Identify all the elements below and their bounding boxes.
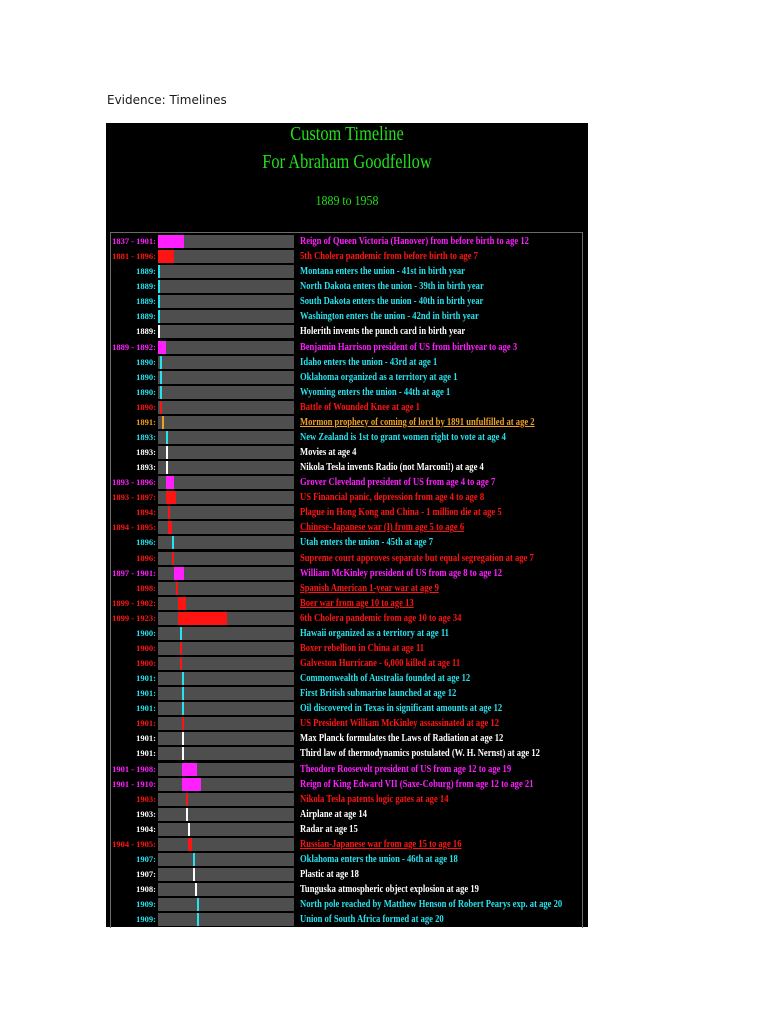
timeline-bar	[182, 747, 184, 760]
timeline-row-dates: 1881 - 1896:	[112, 251, 156, 262]
timeline-track	[158, 823, 294, 836]
timeline-bar	[188, 823, 190, 836]
timeline-row	[106, 400, 588, 415]
timeline-row-label: Oklahoma enters the union - 46th at age 18	[300, 852, 458, 865]
timeline-row-label: Movies at age 4	[300, 446, 357, 458]
timeline-row	[106, 777, 588, 792]
timeline-row	[106, 822, 588, 837]
timeline-row-label: Reign of Queen Victoria (Hanover) from before birth to age 12	[300, 235, 529, 247]
timeline-row-label: Airplane at age 14	[300, 807, 367, 820]
timeline-row-dates: 1893:	[136, 462, 156, 473]
timeline-row-label: Nikola Tesla invents Radio (not Marconi!) at age 4	[300, 461, 484, 474]
timeline-bar	[160, 356, 162, 369]
timeline-track	[158, 672, 294, 685]
timeline-row-label: Plague in Hong Kong and China - 1 million die at age 5	[300, 506, 502, 519]
timeline-track	[158, 506, 294, 519]
timeline-row	[106, 792, 588, 807]
timeline-row-label: Chinese-Japanese war (I) from age 5 to age 6	[300, 521, 465, 534]
timeline-bar	[178, 597, 186, 610]
timeline-row-dates: 1889:	[136, 311, 156, 322]
timeline-row-label: Oil discovered in Texas in significant amounts at age 12	[300, 702, 503, 715]
timeline-row	[106, 309, 588, 324]
timeline-row-label: Grover Cleveland president of US from age 4 to age 7	[300, 476, 496, 489]
timeline-bar	[180, 642, 182, 655]
timeline-track	[158, 717, 294, 730]
timeline-row	[106, 294, 588, 309]
timeline-row-dates: 1894:	[136, 507, 156, 518]
timeline-row-dates: 1904 - 1905:	[112, 838, 156, 849]
timeline-track	[158, 386, 294, 399]
timeline-bar	[193, 868, 195, 881]
timeline-row	[106, 490, 588, 505]
timeline-track	[158, 702, 294, 715]
timeline-track	[158, 763, 294, 776]
timeline-bar	[182, 672, 184, 685]
timeline-bar	[186, 793, 188, 806]
timeline-row-label: Tunguska atmospheric object explosion at age 19	[300, 883, 479, 895]
timeline-row-dates: 1907:	[136, 853, 156, 864]
timeline-row-label: Benjamin Harrison president of US from birthyear to age 3	[300, 340, 518, 353]
timeline-row	[106, 551, 588, 566]
timeline-track	[158, 401, 294, 414]
timeline-row-label: 6th Cholera pandemic from age 10 to age 34	[300, 611, 462, 624]
timeline-row-label: 5th Cholera pandemic from before birth to age 7	[300, 250, 478, 263]
timeline-row	[106, 355, 588, 370]
timeline-row-dates: 1909:	[136, 899, 156, 910]
timeline-row	[106, 370, 588, 385]
timeline-track	[158, 325, 294, 338]
timeline-row-dates: 1901:	[136, 688, 156, 699]
timeline-track	[158, 265, 294, 278]
timeline-row	[106, 656, 588, 671]
timeline-row-label: Reign of King Edward VII (Saxe-Coburg) from age 12 to age 21	[300, 777, 534, 790]
timeline-row-dates: 1898:	[136, 582, 156, 593]
timeline-row-label: Oklahoma organized as a territory at age 1	[300, 370, 458, 383]
timeline-track	[158, 416, 294, 429]
timeline-bar	[182, 702, 184, 715]
timeline-row-dates: 1889:	[136, 326, 156, 337]
timeline-track	[158, 808, 294, 821]
timeline-track	[158, 883, 294, 896]
timeline-row	[106, 641, 588, 656]
timeline-bar	[160, 371, 162, 384]
timeline-track	[158, 642, 294, 655]
timeline-bar	[195, 883, 197, 896]
timeline-track	[158, 898, 294, 911]
timeline-row-dates: 1901:	[136, 673, 156, 683]
timeline-row-dates: 1889:	[136, 296, 156, 307]
timeline-track	[158, 295, 294, 308]
timeline-row-label: Russian-Japanese war from age 15 to age 16	[300, 837, 462, 850]
timeline-track	[158, 521, 294, 534]
timeline-track	[158, 627, 294, 640]
timeline-track	[158, 913, 294, 926]
page-heading: Evidence: Timelines	[107, 93, 227, 107]
timeline-row	[106, 535, 588, 550]
timeline-track	[158, 687, 294, 700]
timeline-row-dates: 1900:	[136, 627, 156, 638]
timeline-row-dates: 1893:	[136, 447, 156, 457]
timeline-bar	[176, 582, 178, 595]
timeline-row	[106, 279, 588, 294]
timeline-row	[106, 264, 588, 279]
timeline-bar	[168, 506, 170, 519]
timeline-bar	[158, 341, 166, 354]
timeline-row-dates: 1894 - 1895:	[112, 522, 156, 533]
timeline-row-dates: 1897 - 1901:	[112, 567, 156, 578]
timeline-row	[106, 234, 588, 249]
timeline-track	[158, 657, 294, 670]
timeline-row	[106, 701, 588, 716]
timeline-row-label: Commonwealth of Australia founded at age 12	[300, 672, 471, 684]
timeline-row-dates: 1890:	[136, 356, 156, 367]
timeline-row-dates: 1893:	[136, 431, 156, 442]
timeline-row-dates: 1889:	[136, 281, 156, 292]
timeline-row-label: Spanish American 1-year war at age 9	[300, 581, 439, 594]
timeline-bar	[158, 280, 160, 293]
timeline-row	[106, 867, 588, 882]
timeline-row-label: US President William McKinley assassinated at age 12	[300, 717, 500, 730]
timeline-row-dates: 1901:	[136, 703, 156, 714]
timeline-row	[106, 249, 588, 264]
timeline-bar	[158, 310, 160, 323]
timeline-row-label: North pole reached by Matthew Henson of Robert Pearys exp. at age 20	[300, 898, 563, 911]
timeline-row	[106, 852, 588, 867]
timeline-row-dates: 1891:	[136, 416, 156, 427]
timeline-row-dates: 1837 - 1901:	[112, 236, 156, 246]
timeline-track	[158, 778, 294, 791]
timeline-row	[106, 611, 588, 626]
timeline-row	[106, 807, 588, 822]
timeline-row-dates: 1899 - 1923:	[112, 612, 156, 623]
timeline-track	[158, 371, 294, 384]
timeline-row-dates: 1900:	[136, 642, 156, 653]
timeline-bar	[168, 521, 172, 534]
timeline-row-label: Boxer rebellion in China at age 11	[300, 641, 425, 654]
timeline-track	[158, 356, 294, 369]
timeline-row-dates: 1896:	[136, 537, 156, 548]
timeline-track	[158, 612, 294, 625]
timeline-row	[106, 566, 588, 581]
timeline-row-label: Hawaii organized as a territory at age 11	[300, 626, 449, 639]
timeline-row	[106, 731, 588, 746]
timeline-track	[158, 597, 294, 610]
timeline-bar	[182, 778, 202, 791]
timeline-track	[158, 853, 294, 866]
timeline-track	[158, 280, 294, 293]
timeline-row-dates: 1904:	[136, 823, 156, 834]
timeline-bar	[186, 808, 188, 821]
timeline-bar	[166, 461, 168, 474]
timeline-row	[106, 505, 588, 520]
timeline-row-dates: 1901:	[136, 748, 156, 759]
timeline-bar	[166, 446, 168, 459]
timeline-bar	[162, 416, 164, 429]
timeline-row	[106, 340, 588, 355]
timeline-row-label: Union of South Africa formed at age 20	[300, 913, 444, 926]
timeline-row-dates: 1896:	[136, 552, 156, 563]
timeline-track	[158, 431, 294, 444]
timeline-bar	[166, 491, 176, 504]
timeline-bar	[193, 853, 195, 866]
timeline-row-dates: 1909:	[136, 914, 156, 925]
timeline-row-label: Battle of Wounded Knee at age 1	[300, 400, 420, 413]
timeline-row-label: Holerith invents the punch card in birth year	[300, 325, 466, 338]
timeline-row-label: Idaho enters the union - 43rd at age 1	[300, 355, 438, 368]
timeline-row	[106, 430, 588, 445]
timeline-bar	[158, 235, 184, 248]
timeline-row	[106, 671, 588, 686]
timeline-row-dates: 1907:	[136, 868, 156, 879]
timeline-row-label: Mormon prophecy of coming of lord by 1891 unfulfilled at age 2	[300, 415, 535, 428]
chart-year-range: 1889 to 1958	[315, 194, 379, 209]
timeline-bar	[158, 295, 160, 308]
timeline-row	[106, 385, 588, 400]
timeline-row	[106, 626, 588, 641]
timeline-track	[158, 567, 294, 580]
timeline-track	[158, 747, 294, 760]
timeline-row-label: US Financial panic, depression from age 4 to age 8	[300, 491, 485, 504]
timeline-row-dates: 1901 - 1910:	[112, 778, 156, 789]
timeline-bar	[172, 536, 174, 549]
chart-subtitle: For Abraham Goodfellow	[262, 151, 432, 173]
timeline-row-dates: 1889 - 1892:	[112, 341, 156, 352]
timeline-bar	[178, 612, 227, 625]
timeline-bar	[174, 567, 184, 580]
timeline-bar	[166, 476, 174, 489]
timeline-row	[106, 581, 588, 596]
timeline-row-dates: 1893 - 1896:	[112, 477, 156, 488]
timeline-row-dates: 1901 - 1908:	[112, 763, 156, 774]
timeline-row	[106, 716, 588, 731]
timeline-bar	[160, 386, 162, 399]
timeline-bar	[188, 838, 192, 851]
timeline-bar	[182, 717, 184, 730]
timeline-row-label: Boer war from age 10 to age 13	[300, 596, 414, 609]
timeline-row	[106, 445, 588, 460]
timeline-track	[158, 552, 294, 565]
timeline-bar	[158, 325, 160, 338]
timeline-row-label: Plastic at age 18	[300, 867, 359, 880]
timeline-row-label: Third law of thermodynamics postulated (W. H. Nernst) at age 12	[300, 747, 540, 760]
timeline-bar	[158, 265, 160, 278]
timeline-chart	[106, 123, 588, 927]
timeline-row-label: Utah enters the union - 45th at age 7	[300, 536, 433, 549]
timeline-row	[106, 897, 588, 912]
timeline-row	[106, 837, 588, 852]
timeline-bar	[166, 431, 168, 444]
timeline-row-label: Wyoming enters the union - 44th at age 1	[300, 385, 451, 398]
timeline-track	[158, 582, 294, 595]
timeline-row-label: Washington enters the union - 42nd in birth year	[300, 310, 479, 323]
timeline-track	[158, 310, 294, 323]
timeline-track	[158, 476, 294, 489]
timeline-row	[106, 415, 588, 430]
timeline-row-dates: 1889:	[136, 266, 156, 277]
timeline-row	[106, 520, 588, 535]
timeline-row-dates: 1893 - 1897:	[112, 492, 156, 503]
timeline-row-dates: 1890:	[136, 371, 156, 382]
timeline-track	[158, 250, 294, 263]
timeline-row-dates: 1890:	[136, 401, 156, 412]
timeline-row-dates: 1900:	[136, 658, 156, 668]
timeline-row-label: Max Planck formulates the Laws of Radiation at age 12	[300, 732, 504, 745]
timeline-row	[106, 475, 588, 490]
timeline-bar	[197, 898, 199, 911]
timeline-row-label: South Dakota enters the union - 40th in birth year	[300, 295, 484, 308]
timeline-row-label: Supreme court approves separate but equal segregation at age 7	[300, 551, 534, 564]
timeline-row-label: William McKinley president of US from age 8 to age 12	[300, 566, 503, 579]
timeline-row-dates: 1903:	[136, 808, 156, 819]
timeline-row	[106, 460, 588, 475]
timeline-row	[106, 686, 588, 701]
timeline-bar	[182, 687, 184, 700]
timeline-bar	[172, 552, 174, 565]
timeline-row-label: Montana enters the union - 41st in birth year	[300, 265, 465, 278]
timeline-row	[106, 324, 588, 339]
timeline-track	[158, 793, 294, 806]
timeline-track	[158, 732, 294, 745]
timeline-track	[158, 838, 294, 851]
timeline-row	[106, 596, 588, 611]
timeline-bar	[180, 627, 182, 640]
timeline-row-dates: 1903:	[136, 793, 156, 804]
timeline-row-dates: 1908:	[136, 884, 156, 894]
timeline-track	[158, 491, 294, 504]
timeline-track	[158, 868, 294, 881]
timeline-track	[158, 461, 294, 474]
timeline-bar	[160, 401, 162, 414]
timeline-row-dates: 1890:	[136, 386, 156, 397]
timeline-row-label: North Dakota enters the union - 39th in birth year	[300, 280, 484, 293]
timeline-row-dates: 1901:	[136, 718, 156, 729]
timeline-track	[158, 235, 294, 248]
timeline-track	[158, 536, 294, 549]
timeline-bar	[182, 763, 198, 776]
timeline-track	[158, 446, 294, 459]
timeline-bar	[158, 250, 174, 263]
chart-title: Custom Timeline	[290, 123, 404, 145]
timeline-row	[106, 762, 588, 777]
timeline-row	[106, 746, 588, 761]
timeline-bar	[180, 657, 182, 670]
timeline-row-label: Nikola Tesla patents logic gates at age 14	[300, 792, 449, 805]
timeline-row-label: Galveston Hurricane - 6,000 killed at age 11	[300, 657, 461, 669]
timeline-track	[158, 341, 294, 354]
timeline-bar	[182, 732, 184, 745]
timeline-bar	[197, 913, 199, 926]
timeline-row-label: Radar at age 15	[300, 822, 358, 835]
timeline-row-dates: 1901:	[136, 733, 156, 744]
timeline-row-label: New Zealand is 1st to grant women right to vote at age 4	[300, 430, 506, 443]
timeline-row	[106, 912, 588, 927]
timeline-row-dates: 1899 - 1902:	[112, 597, 156, 608]
timeline-row-label: Theodore Roosevelt president of US from age 12 to age 19	[300, 762, 512, 775]
timeline-row-label: First British submarine launched at age 12	[300, 687, 457, 700]
timeline-row	[106, 882, 588, 897]
